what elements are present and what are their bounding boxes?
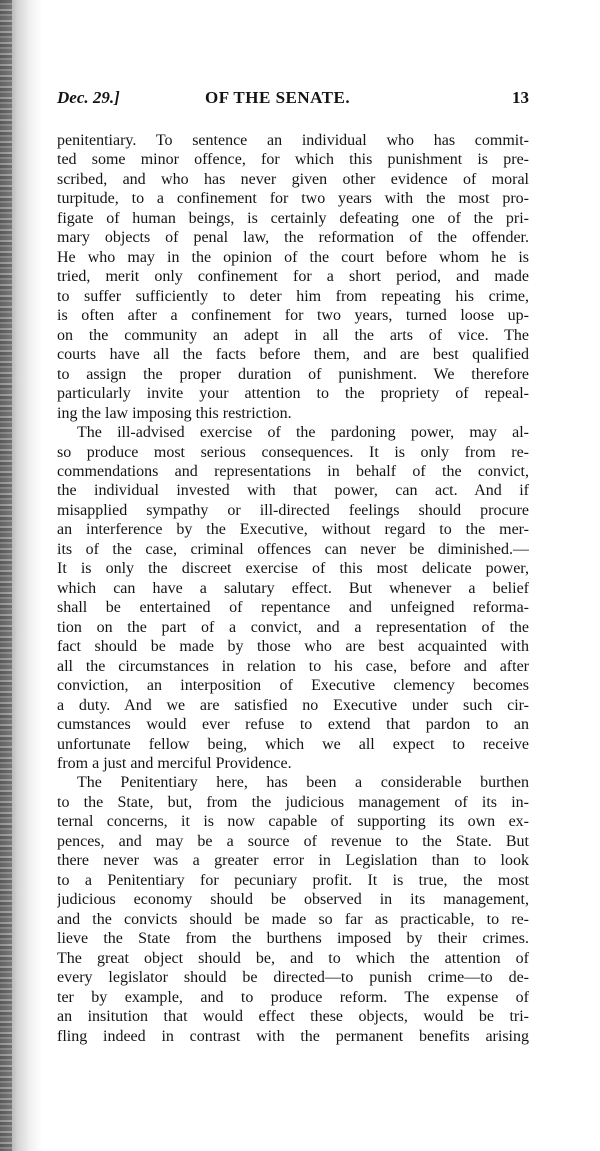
text-line: scribed, and who has never given other evidence of moral	[57, 170, 529, 188]
text-line: and the convicts should be made so far as practicable, to re-	[57, 910, 529, 928]
text-line: lieve the State from the burthens imposed by their crimes.	[57, 930, 529, 948]
text-line: cumstances would ever refuse to extend that pardon to an	[57, 716, 529, 734]
text-line: there never was a greater error in Legislation than to look	[57, 852, 529, 870]
paragraph	[57, 773, 529, 1046]
text-line: its of the case, criminal offences can never be diminished.—	[57, 540, 529, 558]
document-body	[57, 131, 529, 1046]
text-line: figate of human beings, is certainly defeating one of the pri-	[57, 209, 529, 227]
text-line: penitentiary. To sentence an individual who has commit-	[57, 132, 529, 149]
text-line: fling indeed in contrast with the permanent benefits arising	[57, 1027, 529, 1045]
text-line: ter by example, and to produce reform. The expense of	[57, 988, 529, 1006]
text-line: an insitution that would effect these objects, would be tri-	[57, 1008, 529, 1026]
text-line: courts have all the facts before them, and are best qualified	[57, 346, 529, 364]
text-line: turpitude, to a confinement for two years with the most pro-	[57, 190, 529, 208]
text-line: The Penitentiary here, has been a considerable burthen	[77, 774, 529, 792]
header-title: OF THE SENATE.	[205, 88, 351, 107]
text-line: mary objects of penal law, the reformation of the offender.	[57, 229, 529, 247]
text-line: unfortunate fellow being, which we all expect to receive	[57, 735, 529, 753]
text-line: every legislator should be directed—to punish crime—to de-	[57, 969, 529, 987]
page-number: 13	[512, 88, 529, 107]
text-line: fact should be made by those who are best acquainted with	[57, 638, 529, 656]
text-line: from a just and merciful Providence.	[57, 755, 292, 772]
text-line: to assign the proper duration of punishment. We therefore	[57, 365, 529, 383]
text-line: all the circumstances in relation to his case, before and after	[57, 657, 529, 675]
text-line: shall be entertained of repentance and unfeigned reforma-	[57, 599, 529, 617]
text-line: a duty. And we are satisfied no Executive under such cir-	[57, 696, 529, 714]
text-line: ing the law imposing this restriction.	[57, 404, 292, 422]
text-line: judicious economy should be observed in its management,	[57, 891, 529, 909]
text-line: pences, and may be a source of revenue to the State. But	[57, 832, 529, 850]
running-header	[57, 88, 529, 110]
text-line: which can have a salutary effect. But whenever a belief	[57, 579, 529, 597]
text-line: It is only the discreet exercise of this most delicate power,	[57, 560, 529, 578]
text-line: tried, merit only confinement for a short period, and made	[57, 268, 529, 286]
text-line: an interference by the Executive, without regard to the mer-	[57, 521, 529, 539]
text-line: tion on the part of a convict, and a representation of the	[57, 618, 529, 636]
text-line: to suffer sufficiently to deter him from repeating his crime,	[57, 287, 529, 305]
text-line: ted some minor offence, for which this punishment is pre-	[57, 151, 529, 169]
text-line: on the community an adept in all the arts of vice. The	[57, 326, 529, 344]
text-line: is often after a confinement for two years, turned loose up-	[57, 307, 529, 325]
text-line: the individual invested with that power, can act. And if	[57, 482, 529, 500]
paragraph	[57, 423, 529, 773]
scan-edge-binding	[0, 0, 12, 1151]
text-line: to a Penitentiary for pecuniary profit. It is true, the most	[57, 871, 529, 889]
text-line: ternal concerns, it is now capable of supporting its own ex-	[57, 813, 529, 831]
text-line: to the State, but, from the judicious management of its in-	[57, 793, 529, 811]
paragraph	[57, 131, 529, 423]
text-line: The great object should be, and to which the attention of	[57, 949, 529, 967]
text-line: so produce most serious consequences. It is only from re-	[57, 443, 529, 461]
text-line: conviction, an interposition of Executive clemency becomes	[57, 677, 529, 695]
text-line: The ill-advised exercise of the pardoning power, may al-	[77, 424, 529, 442]
header-date: Dec. 29.]	[57, 88, 120, 107]
text-line: misapplied sympathy or ill-directed feelings should procure	[57, 501, 529, 519]
text-line: He who may in the opinion of the court before whom he is	[57, 248, 529, 266]
text-line: particularly invite your attention to the propriety of repeal-	[57, 385, 529, 403]
text-line: commendations and representations in behalf of the convict,	[57, 462, 529, 480]
